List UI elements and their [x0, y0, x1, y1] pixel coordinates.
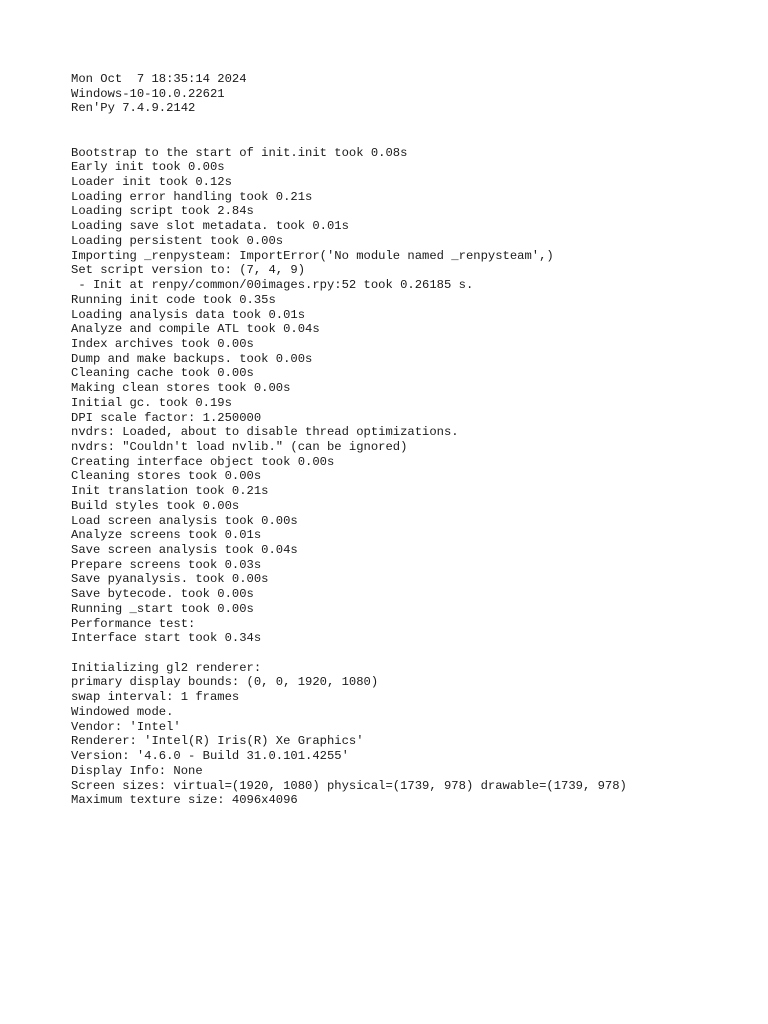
- log-line: Windowed mode.: [71, 704, 174, 719]
- log-line: Initial gc. took 0.19s: [71, 395, 232, 410]
- log-line: Save screen analysis took 0.04s: [71, 543, 298, 557]
- log-line: Version: '4.6.0 - Build 31.0.101.4255': [71, 749, 349, 764]
- log-line: Making clean stores took 0.00s: [71, 381, 291, 396]
- log-line: Interface start took 0.34s: [71, 631, 262, 646]
- log-line: nvdrs: Loaded, about to disable thread optimizations.: [71, 425, 459, 440]
- log-line: Analyze screens took 0.01s: [71, 528, 262, 543]
- log-line: Running _start took 0.00s: [71, 601, 254, 616]
- log-line: Set script version to: (7, 4, 9): [71, 263, 306, 278]
- log-line: DPI scale factor: 1.250000: [71, 410, 262, 425]
- log-line: Dump and make backups. took 0.00s: [71, 351, 313, 366]
- log-line: [71, 646, 751, 661]
- log-line: Cleaning stores took 0.00s: [71, 469, 262, 484]
- log-line: Creating interface object took 0.00s: [71, 454, 335, 469]
- log-line: Prepare screens took 0.03s: [71, 557, 262, 572]
- log-line: [71, 131, 751, 146]
- log-line: Loading save slot metadata. took 0.01s: [71, 219, 349, 234]
- log-line: - Init at renpy/common/00images.rpy:52 took 0.26185 s.: [71, 278, 474, 293]
- log-line: [71, 116, 751, 131]
- log-line: Load screen analysis took 0.00s: [71, 513, 298, 528]
- log-line: Performance test:: [71, 616, 196, 631]
- log-line: primary display bounds: (0, 0, 1920, 1080): [71, 675, 379, 690]
- log-line: Loading error handling took 0.21s: [71, 189, 313, 204]
- log-line: Init translation took 0.21s: [71, 484, 269, 499]
- log-line: Screen sizes: virtual=(1920, 1080) physical=(1739, 978) drawable=(1739, 978): [71, 778, 627, 793]
- log-line: Mon Oct 7 18:35:14 2024: [71, 72, 247, 86]
- log-line: Analyze and compile ATL took 0.04s: [71, 322, 320, 337]
- log-line: Running init code took 0.35s: [71, 292, 276, 307]
- log-line: Loading analysis data took 0.01s: [71, 307, 306, 322]
- log-line: Cleaning cache took 0.00s: [71, 366, 254, 381]
- log-line: Index archives took 0.00s: [71, 336, 254, 351]
- log-line: Loading persistent took 0.00s: [71, 233, 284, 248]
- log-line: Loading script took 2.84s: [71, 204, 254, 219]
- log-line: Importing _renpysteam: ImportError('No module named _renpysteam',): [71, 248, 554, 263]
- log-line: Bootstrap to the start of init.init took 0.08s: [71, 145, 408, 160]
- log-line: Build styles took 0.00s: [71, 498, 240, 513]
- log-line: Windows-10-10.0.22621: [71, 86, 225, 101]
- log-line: Save bytecode. took 0.00s: [71, 587, 254, 602]
- log-line: Loader init took 0.12s: [71, 175, 232, 190]
- log-line: nvdrs: "Couldn't load nvlib." (can be ignored): [71, 439, 408, 454]
- log-line: Display Info: None: [71, 763, 203, 778]
- log-line: Initializing gl2 renderer:: [71, 660, 262, 675]
- log-line: Vendor: 'Intel': [71, 719, 181, 734]
- log-line: Early init took 0.00s: [71, 160, 225, 175]
- log-line: Ren'Py 7.4.9.2142: [71, 101, 196, 116]
- log-line: Maximum texture size: 4096x4096: [71, 793, 298, 808]
- log-line: Save pyanalysis. took 0.00s: [71, 572, 269, 587]
- log-document: [71, 72, 751, 808]
- log-line: swap interval: 1 frames: [71, 690, 240, 705]
- log-line: Renderer: 'Intel(R) Iris(R) Xe Graphics': [71, 734, 364, 749]
